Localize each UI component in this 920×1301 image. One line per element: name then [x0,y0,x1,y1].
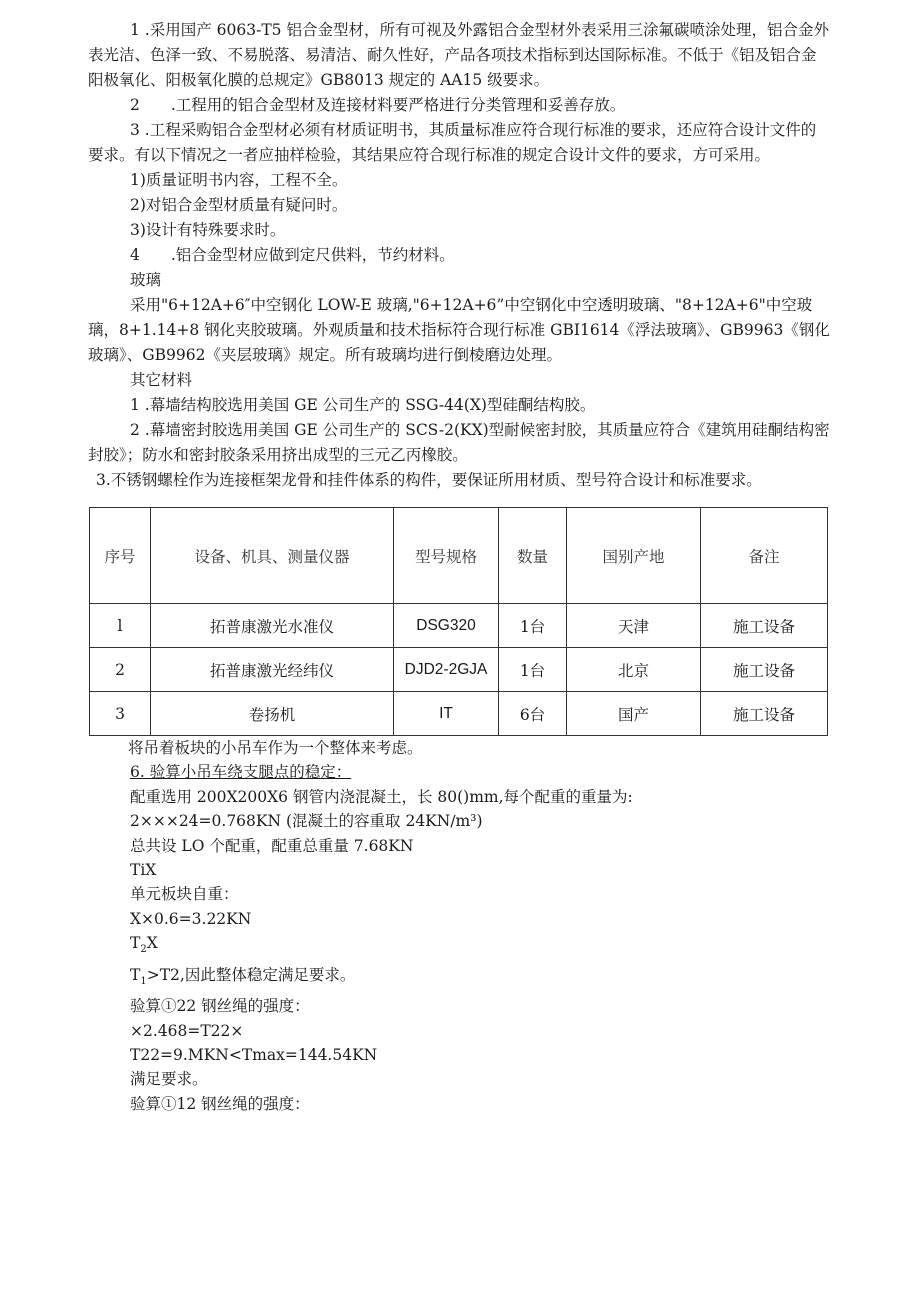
header-cell: 备注 [701,508,828,604]
calc-line: T22=9.MKN<Tmax=144.54KN [130,1046,378,1065]
heading-other-materials: 其它材料 [130,371,193,389]
calc-line: 满足要求。 [130,1070,208,1089]
table-header-row [90,508,828,604]
table-cell: l [90,604,151,648]
calc-line [130,963,830,995]
table-cell: 拓普康激光经纬仪 [151,648,394,692]
table-cell: 1台 [499,648,567,692]
table-cell: 施工设备 [701,604,828,648]
table-cell: 2 [90,648,151,692]
list-item: 2)对铝合金型材质量有疑问时。 [130,196,348,214]
table-cell: 拓普康激光水准仪 [151,604,394,648]
table-row [90,604,828,648]
paragraph-storage: 2 .工程用的铝合金型材及连接材料要严格进行分类管理和妥善存放。 [130,96,626,114]
table-cell: 国产 [567,692,701,736]
list-item: 3)设计有特殊要求时。 [130,221,286,239]
table-cell: 6台 [499,692,567,736]
heading-glass: 玻璃 [130,271,162,289]
table-cell: 北京 [567,648,701,692]
calc-var: T [130,965,141,984]
calc-var: X [146,934,158,953]
table-cell: IT [394,692,499,736]
list-item: 1)质量证明书内容，工程不全。 [130,171,348,189]
paragraph-certificate: 3 .工程采购铝合金型材必须有材质证明书，其质量标准应符合现行标准的要求，还应符合设计文件的要求。有以下情况之一者应抽样检验，其结果应符合现行标准的规定合设计文件的要求，方可采用。 [88,121,817,164]
table-cell: 施工设备 [701,648,828,692]
table-cell: DSG320 [394,604,499,648]
calc-heading: 6. 验算小吊车绕支腿点的稳定： [130,763,352,782]
table-cell: 天津 [567,604,701,648]
table-cell: 卷扬机 [151,692,394,736]
table-row [90,692,828,736]
calc-line: 配重选用 200X200X6 钢管内浇混凝土，长 80()mm,每个配重的重量为: [130,787,633,806]
equipment-table [89,507,828,736]
table-row [90,648,828,692]
calc-line: 验算①22 钢丝绳的强度： [130,997,310,1016]
calc-subscript: 2 [140,944,147,956]
header-cell: 数量 [499,508,567,604]
table-cell: 施工设备 [701,692,828,736]
table-cell: 1台 [499,604,567,648]
table-cell: 3 [90,692,151,736]
calc-line: 2×××24=0.768KN (混凝土的容重取 24KN∕m³) [130,812,483,831]
calc-line: 总共设 LO 个配重，配重总重量 7.68KN [130,836,414,855]
header-cell: 序号 [90,508,151,604]
calc-line: TiX [130,861,157,880]
calc-text: >T2,因此整体稳定满足要求。 [146,965,356,984]
table-cell: DJD2-2GJA [394,648,499,692]
calc-line: ×2.468=T22× [130,1021,244,1040]
calc-var: T [130,934,141,953]
calc-line: 验算①12 钢丝绳的强度： [130,1094,310,1113]
header-cell: 国别产地 [567,508,701,604]
paragraph-bolts: 3.不锈钢螺栓作为连接框架龙骨和挂件体系的构件，要保证所用材质、型号符合设计和标准要求。 [96,471,762,489]
calc-line [130,931,830,963]
paragraph-glass: 采用"6+12A+6″中空钢化 LOW-E 玻璃,"6+12A+6”中空钢化中空透明玻璃、"8+12A+6"中空玻璃，8+1.14+8 钢化夹胶玻璃。外观质量和技术指标符合现行标准 GBI1614《浮法玻璃》、GB9963《钢化玻璃》、GB9962《夹层玻璃》规定。所有玻璃均进行倒棱磨边处理。 [88,296,830,364]
paragraph-structural-sealant: 1 .幕墙结构胶选用美国 GE 公司生产的 SSG-44(X)型硅酮结构胶。 [130,396,596,414]
calc-line: 将吊着板块的小吊车作为一个整体来考虑。 [128,739,423,757]
paragraph-aluminum-profile: 1 .采用国产 6063-T5 铝合金型材，所有可视及外露铝合金型材外表采用三涂氟碳喷涂处理，铝合金外表光洁、色泽一致、不易脱落、易清洁、耐久性好，产品各项技术指标到达国际标准。不低于《铝及铝合金阳极氧化、阳极氧化膜的总规定》GB8013 规定的 AA15 级要求。 [88,21,829,89]
paragraph-sizing: 4 .铝合金型材应做到定尺供料，节约材料。 [130,246,455,264]
calc-line: 单元板块自重： [130,885,239,904]
header-cell: 型号规格 [394,508,499,604]
calculation-section [130,736,830,1116]
calc-line: X×0.6=3.22KN [130,909,252,928]
calc-subscript: 1 [140,975,147,987]
header-cell: 设备、机具、测量仪器 [151,508,394,604]
paragraph-weather-sealant: 2 .幕墙密封胶选用美国 GE 公司生产的 SCS-2(KX)型耐候密封胶，其质量应符合《建筑用硅酮结构密封胶》；防水和密封胶条采用挤出成型的三元乙丙橡胶。 [88,421,830,464]
materials-section [88,18,830,493]
